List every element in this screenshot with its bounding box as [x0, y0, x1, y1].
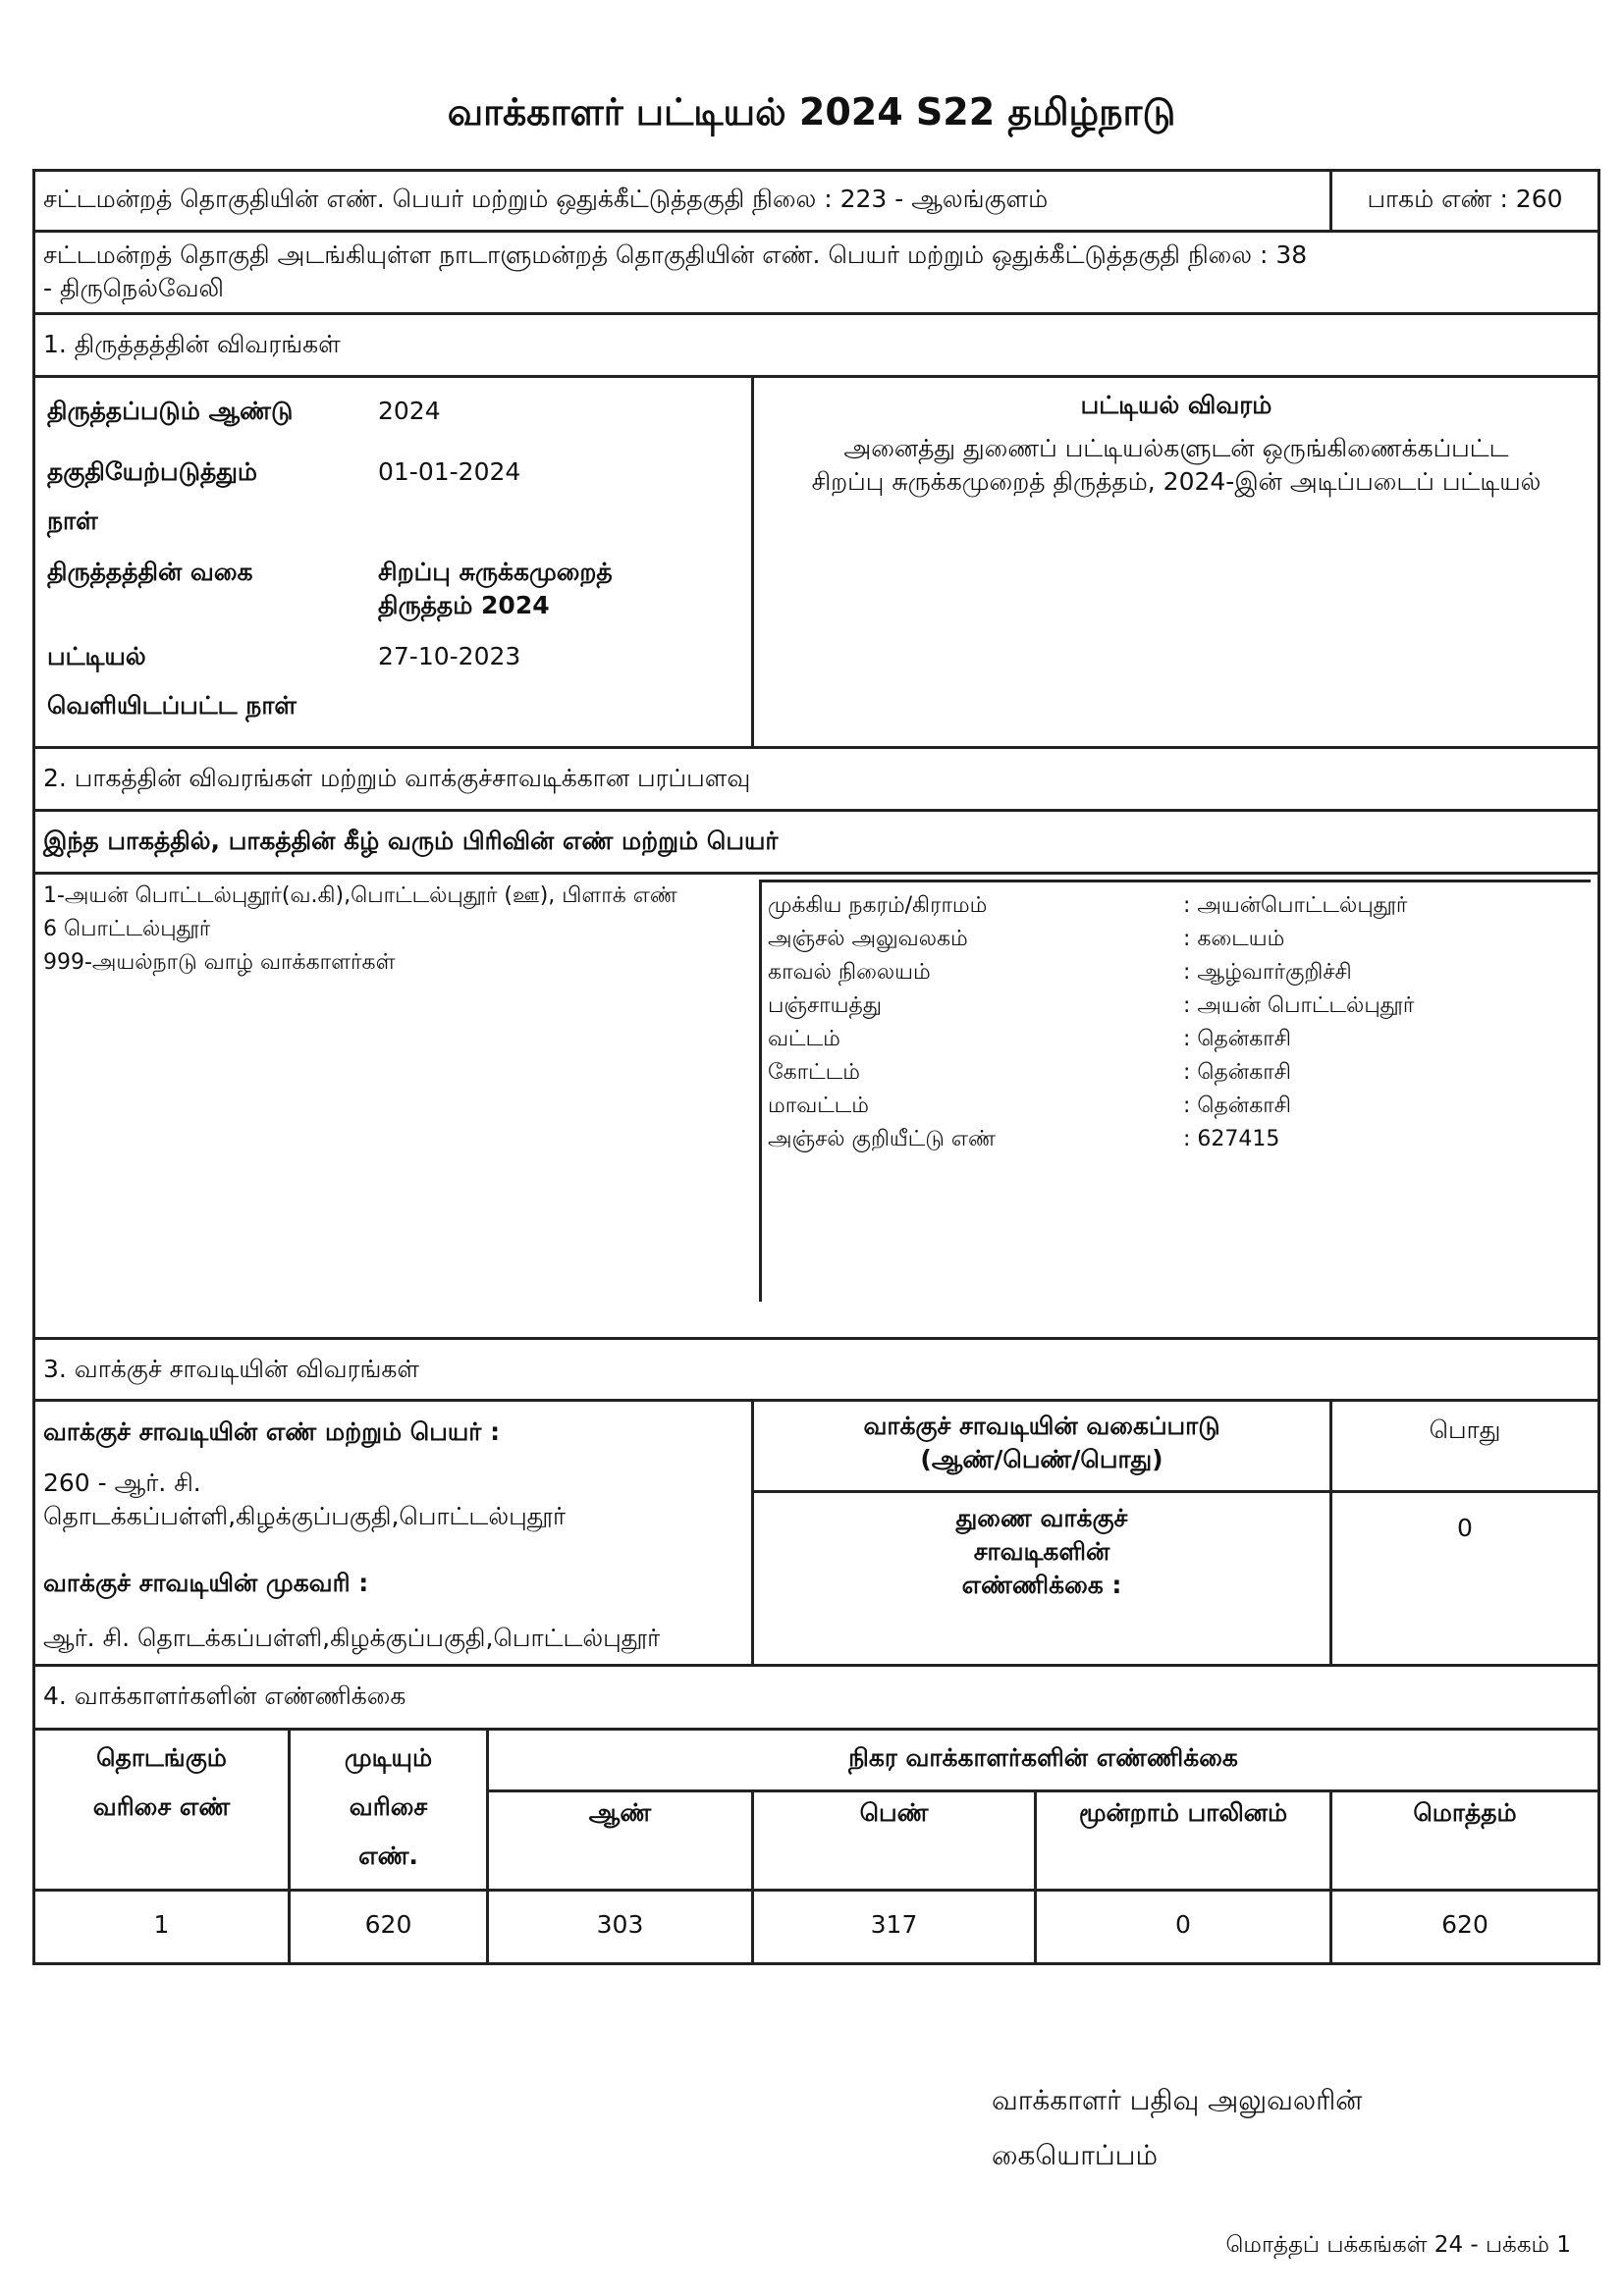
section-4-heading: 4. வாக்காளர்களின் எண்ணிக்கை: [43, 1682, 406, 1710]
list-details-desc-1: அனைத்து துணைப் பட்டியல்களுடன் ஒருங்கிணைக்கப்பட்ட: [843, 434, 1509, 462]
aux-booth-value: 0: [1457, 1514, 1473, 1542]
cell-male: 303: [596, 1910, 644, 1939]
revision-type-value-1: சிறப்பு சுருக்கமுறைத்: [378, 558, 613, 586]
constituency-line: சட்டமன்றத் தொகுதியின் எண். பெயர் மற்றும் ஒதுக்கீட்டுத்தகுதி நிலை : 223 - ஆலங்குளம்: [43, 185, 1049, 213]
detail-value: : தென்காசி: [1183, 1027, 1291, 1051]
booth-name-label: வாக்குச் சாவடியின் எண் மற்றும் பெயர் :: [43, 1417, 501, 1446]
detail-label: கோட்டம்: [768, 1060, 860, 1085]
col-end-serial-2: வரிசை: [349, 1792, 428, 1821]
qualifying-date-value: 01-01-2024: [378, 457, 521, 486]
detail-label: வட்டம்: [768, 1027, 840, 1051]
booth-address-value: ஆர். சி. தொடக்கப்பள்ளி,கிழக்குப்பகுதி,பொட்டல்புதூர்: [43, 1624, 661, 1652]
section-2-heading: 2. பாகத்தின் விவரங்கள் மற்றும் வாக்குச்சாவடிக்கான பரப்பளவு: [43, 764, 751, 792]
detail-label: அஞ்சல் அலுவலகம்: [768, 927, 968, 951]
publication-date-label-1: பட்டியல்: [47, 642, 146, 670]
col-male: ஆண்: [588, 1798, 652, 1827]
parliamentary-line-2: - திருநெல்வேலி: [43, 274, 225, 302]
cell-third-gender: 0: [1175, 1910, 1191, 1939]
aux-booth-label-3: எண்ணிக்கை :: [961, 1571, 1122, 1599]
detail-label: பஞ்சாயத்து: [768, 993, 882, 1018]
section-list-item: 1-அயன் பொட்டல்புதூர்(வ.கி),பொட்டல்புதூர் (ஊ), பிளாக் எண்: [43, 883, 677, 908]
parliamentary-line-1: சட்டமன்றத் தொகுதி அடங்கியுள்ள நாடாளுமன்றத் தொகுதியின் எண். பெயர் மற்றும் ஒதுக்கீட்டுத்தகுதி நிலை : 38: [43, 240, 1308, 269]
aux-booth-label-2: சாவடிகளின்: [973, 1537, 1110, 1566]
detail-value: : அயன் பொட்டல்புதூர்: [1183, 993, 1415, 1018]
cell-start-serial: 1: [153, 1910, 170, 1939]
page-title: வாக்காளர் பட்டியல் 2024 S22 தமிழ்நாடு: [447, 90, 1176, 133]
part-number: பாகம் எண் : 260: [1367, 185, 1563, 213]
list-details-heading: பட்டியல் விவரம்: [1080, 391, 1272, 419]
detail-value: : 627415: [1183, 1127, 1280, 1151]
booth-type-value: பொது: [1429, 1415, 1501, 1444]
col-end-serial-3: எண்.: [358, 1842, 418, 1870]
col-end-serial-1: முடியும்: [344, 1743, 433, 1772]
detail-value: : தென்காசி: [1183, 1094, 1291, 1118]
detail-label: முக்கிய நகரம்/கிராமம்: [768, 893, 988, 918]
qualifying-date-label-2: நாள்: [47, 507, 98, 535]
booth-type-label-2: (ஆண்/பெண்/பொது): [920, 1445, 1163, 1473]
col-start-serial-2: வரிசை எண்: [92, 1792, 231, 1821]
detail-label: காவல் நிலையம்: [768, 960, 931, 985]
cell-female: 317: [870, 1910, 918, 1939]
qualifying-date-label-1: தகுதியேற்படுத்தும்: [47, 457, 258, 486]
booth-name-value-2: தொடக்கப்பள்ளி,கிழக்குப்பகுதி,பொட்டல்புதூர்: [43, 1502, 567, 1530]
col-start-serial-1: தொடங்கும்: [96, 1743, 227, 1772]
detail-label: மாவட்டம்: [768, 1094, 869, 1118]
detail-value: : ஆழ்வார்குறிச்சி: [1183, 960, 1352, 985]
list-details-desc-2: சிறப்பு சுருக்கமுறைத் திருத்தம், 2024-இன் அடிப்படைப் பட்டியல்: [811, 467, 1542, 496]
cell-end-serial: 620: [364, 1910, 412, 1939]
section-3-heading: 3. வாக்குச் சாவடியின் விவரங்கள்: [43, 1355, 419, 1383]
signature-line-1: வாக்காளர் பதிவு அலுவலரின்: [992, 2084, 1363, 2116]
booth-address-label: வாக்குச் சாவடியின் முகவரி :: [43, 1569, 369, 1597]
signature-line-2: கையொப்பம்: [992, 2139, 1159, 2171]
detail-value: : கடையம்: [1183, 927, 1285, 951]
section-1-heading: 1. திருத்தத்தின் விவரங்கள்: [43, 330, 341, 358]
section-list-item: 6 பொட்டல்புதூர்: [43, 917, 211, 941]
revision-year-label: திருத்தப்படும் ஆண்டு: [47, 397, 294, 425]
booth-name-value-1: 260 - ஆர். சி.: [43, 1468, 201, 1497]
col-female: பெண்: [859, 1798, 929, 1827]
revision-type-value-2: திருத்தம் 2024: [378, 591, 550, 619]
net-voters-heading: நிகர வாக்காளர்களின் எண்ணிக்கை: [848, 1743, 1238, 1772]
revision-type-label: திருத்தத்தின் வகை: [47, 558, 253, 586]
section-2-subheading: இந்த பாகத்தில், பாகத்தின் கீழ் வரும் பிரிவின் எண் மற்றும் பெயர்: [43, 827, 779, 855]
col-total: மொத்தம்: [1413, 1798, 1517, 1827]
col-third-gender: மூன்றாம் பாலினம்: [1078, 1798, 1288, 1827]
detail-label: அஞ்சல் குறியீட்டு எண்: [768, 1127, 997, 1151]
detail-value: : தென்காசி: [1183, 1060, 1291, 1085]
booth-type-label-1: வாக்குச் சாவடியின் வகைப்பாடு: [863, 1412, 1220, 1440]
publication-date-value: 27-10-2023: [378, 642, 521, 670]
revision-year-value: 2024: [378, 397, 441, 425]
section-list-item: 999-அயல்நாடு வாழ் வாக்காளர்கள்: [43, 950, 396, 975]
cell-total: 620: [1441, 1910, 1488, 1939]
detail-value: : அயன்பொட்டல்புதூர்: [1183, 893, 1408, 918]
publication-date-label-2: வெளியிடப்பட்ட நாள்: [47, 691, 297, 720]
page-footer: மொத்தப் பக்கங்கள் 24 - பக்கம் 1: [1225, 2232, 1571, 2258]
aux-booth-label-1: துணை வாக்குச்: [955, 1504, 1128, 1532]
